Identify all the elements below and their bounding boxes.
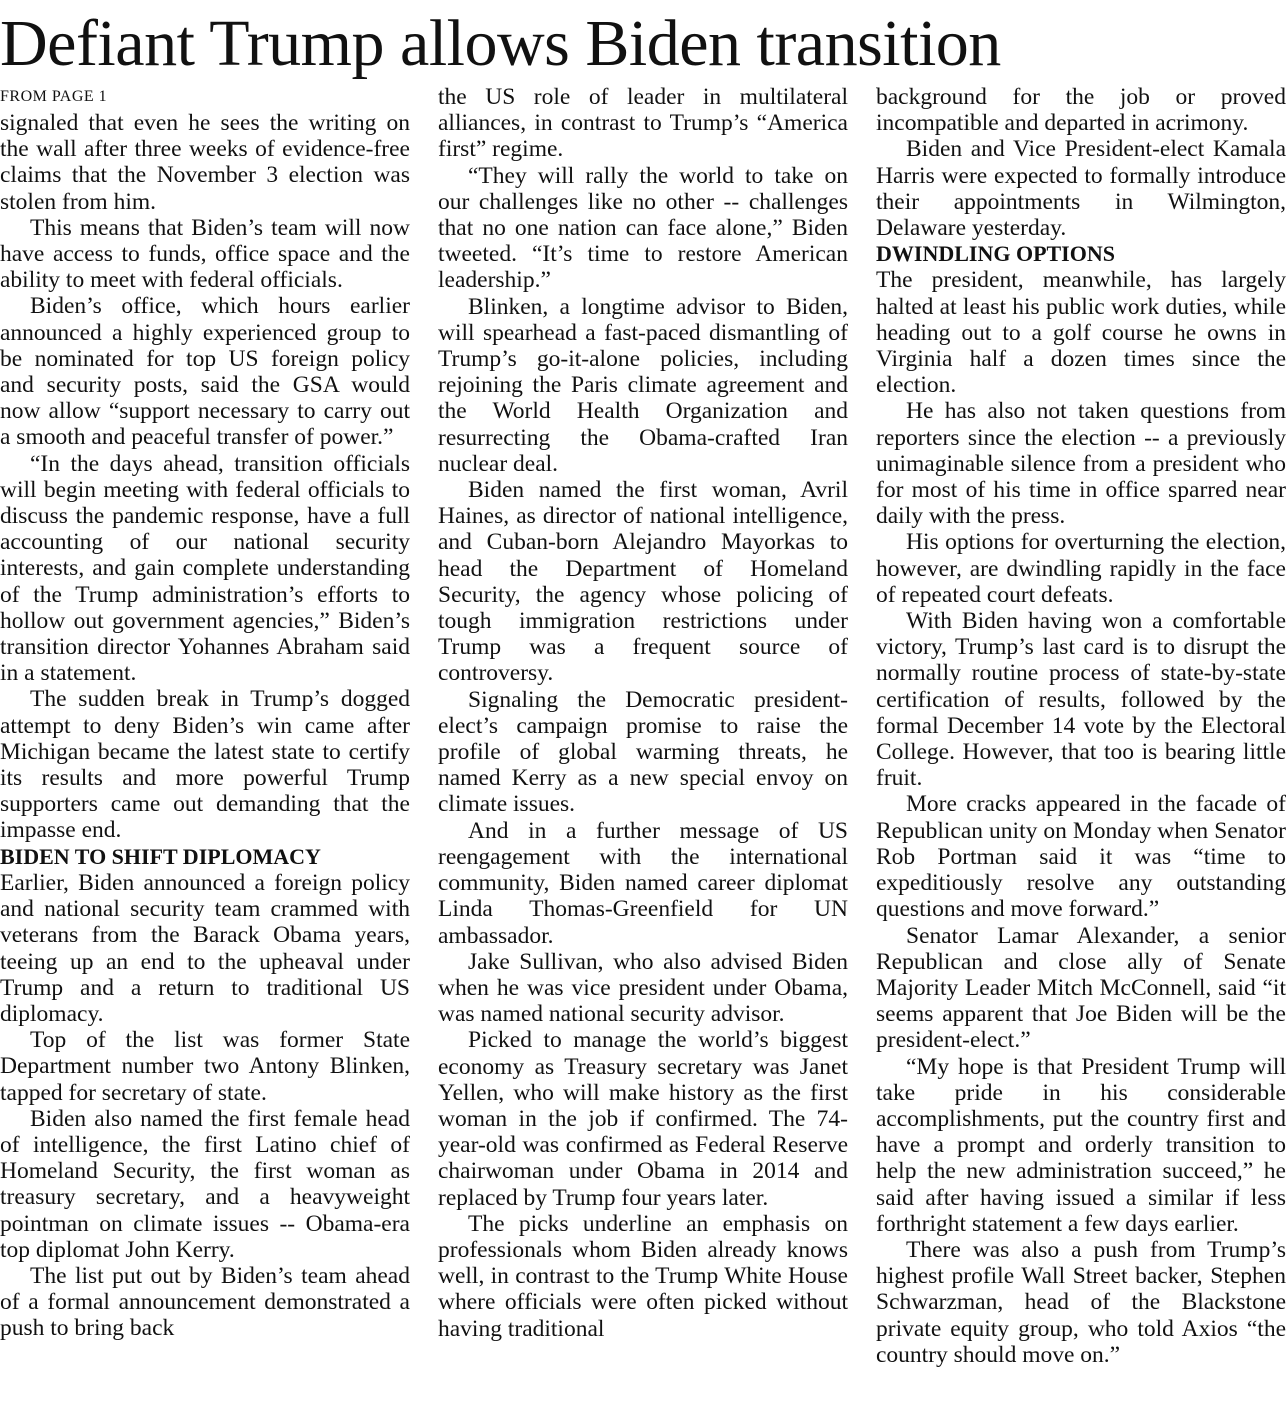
paragraph: Biden named the first woman, Avril Haines, as director of national intelligence, and Cuban-born Alejandro Mayorkas to head the Department of Homeland Security, the agency whose policing of tough immigration restrictions under Trump was a frequent source of controversy.: [438, 477, 848, 687]
column-2: [438, 84, 848, 1342]
paragraph: signaled that even he sees the writing on the wall after three weeks of evidence-free claims that the November 3 election was stolen from him.: [0, 110, 410, 215]
subhead: BIDEN TO SHIFT DIPLOMACY: [0, 843, 321, 869]
paragraph: Biden and Vice President-elect Kamala Harris were expected to formally introduce their appointments in Wilmington, Delaware yesterday.: [876, 136, 1286, 242]
paragraph: Jake Sullivan, who also advised Biden when he was vice president under Obama, was named national security advisor.: [438, 948, 848, 1028]
paragraph: The picks underline an emphasis on professionals whom Biden already knows well, in contrast to the Trump White House where officials were often picked without having traditional: [438, 1210, 848, 1342]
paragraph: “In the days ahead, transition officials will begin meeting with federal officials to discuss the pandemic response, have a full accounting of our national security interests, and gain complete understanding of the Trump administration’s efforts to hollow out government agencies,” Biden’s transition director Yohannes Abraham said in a statement.: [0, 450, 410, 687]
paragraph: Signaling the Democratic president-elect’s campaign promise to raise the profile of global warming threats, he named Kerry as a new special envoy on climate issues.: [438, 686, 848, 818]
paragraph: And in a further message of US reengagement with the international community, Biden named career diplomat Linda Thomas-Greenfield for UN ambassador.: [438, 817, 848, 949]
paragraph: the US role of leader in multilateral alliances, in contrast to Trump’s “America first” regime.: [438, 84, 848, 163]
paragraph: Picked to manage the world’s biggest economy as Treasury secretary was Janet Yellen, who will make history as the first woman in the job if confirmed. The 74-year-old was confirmed as Federal Reserve chairwoman under Obama in 2014 and replaced by Trump four years later.: [438, 1027, 848, 1211]
paragraph: With Biden having won a comfortable victory, Trump’s last card is to disrupt the normally routine process of state-by-state certification of results, followed by the formal December 14 vote by the Electoral College. However, that too is bearing little fruit.: [876, 608, 1286, 792]
paragraph: Biden’s office, which hours earlier announced a highly experienced group to be nominated for top US foreign policy and security posts, said the GSA would now allow “support necessary to carry out a smooth and peaceful transfer of power.”: [0, 293, 410, 451]
paragraph: His options for overturning the election, however, are dwindling rapidly in the face of repeated court defeats.: [876, 529, 1286, 608]
paragraph: background for the job or proved incompatible and departed in acrimony.: [876, 84, 1286, 137]
paragraph: The list put out by Biden’s team ahead of a formal announcement demonstrated a push to bring back: [0, 1262, 410, 1342]
paragraph: Blinken, a longtime advisor to Biden, will spearhead a fast-paced dismantling of Trump’s go-it-alone policies, including rejoining the Paris climate agreement and the World Health Organization and resurrecting the Obama-crafted Iran nuclear deal.: [438, 293, 848, 477]
column-1: [0, 84, 410, 1342]
paragraph: More cracks appeared in the facade of Republican unity on Monday when Senator Rob Portman said it was “time to expeditiously resolve any outstanding questions and move forward.”: [876, 791, 1286, 923]
paragraph: This means that Biden’s team will now have access to funds, office space and the ability to meet with federal officials.: [0, 214, 410, 294]
paragraph: “They will rally the world to take on our challenges like no other -- challenges that no one nation can face alone,” Biden tweeted. “It’s time to restore American leadership.”: [438, 162, 848, 294]
column-3: [876, 84, 1286, 1368]
paragraph: “My hope is that President Trump will take pride in his considerable accomplishments, put the country first and have a prompt and orderly transition to help the new administration succeed,” he said after having issued a similar if less forthright statement a few days earlier.: [876, 1053, 1286, 1237]
paragraph: The president, meanwhile, has largely halted at least his public work duties, while heading out to a golf course he owns in Virginia half a dozen times since the election.: [876, 267, 1286, 399]
paragraph: He has also not taken questions from reporters since the election -- a previously unimaginable silence from a president who for most of his time in office sparred near daily with the press.: [876, 398, 1286, 530]
paragraph: There was also a push from Trump’s highest profile Wall Street backer, Stephen Schwarzman, head of the Blackstone private equity group, who told Axios “the country should move on.”: [876, 1236, 1286, 1368]
paragraph: Top of the list was former State Department number two Antony Blinken, tapped for secretary of state.: [0, 1027, 410, 1106]
paragraph: The sudden break in Trump’s dogged attempt to deny Biden’s win came after Michigan became the latest state to certify its results and more powerful Trump supporters came out demanding that the impasse end.: [0, 686, 410, 844]
paragraph: Earlier, Biden announced a foreign policy and national security team crammed with veterans from the Barack Obama years, teeing up an end to the upheaval under Trump and a return to traditional US diplomacy.: [0, 869, 410, 1027]
subhead: DWINDLING OPTIONS: [876, 241, 1115, 267]
kicker: FROM PAGE 1: [0, 88, 108, 105]
paragraph: Senator Lamar Alexander, a senior Republican and close ally of Senate Majority Leader Mitch McConnell, said “it seems apparent that Joe Biden will be the president-elect.”: [876, 922, 1286, 1054]
paragraph: Biden also named the first female head of intelligence, the first Latino chief of Homeland Security, the first woman as treasury secretary, and a heavyweight pointman on climate issues -- Obama-era top diplomat John Kerry.: [0, 1105, 410, 1263]
headline: Defiant Trump allows Biden transition: [0, 7, 1001, 80]
